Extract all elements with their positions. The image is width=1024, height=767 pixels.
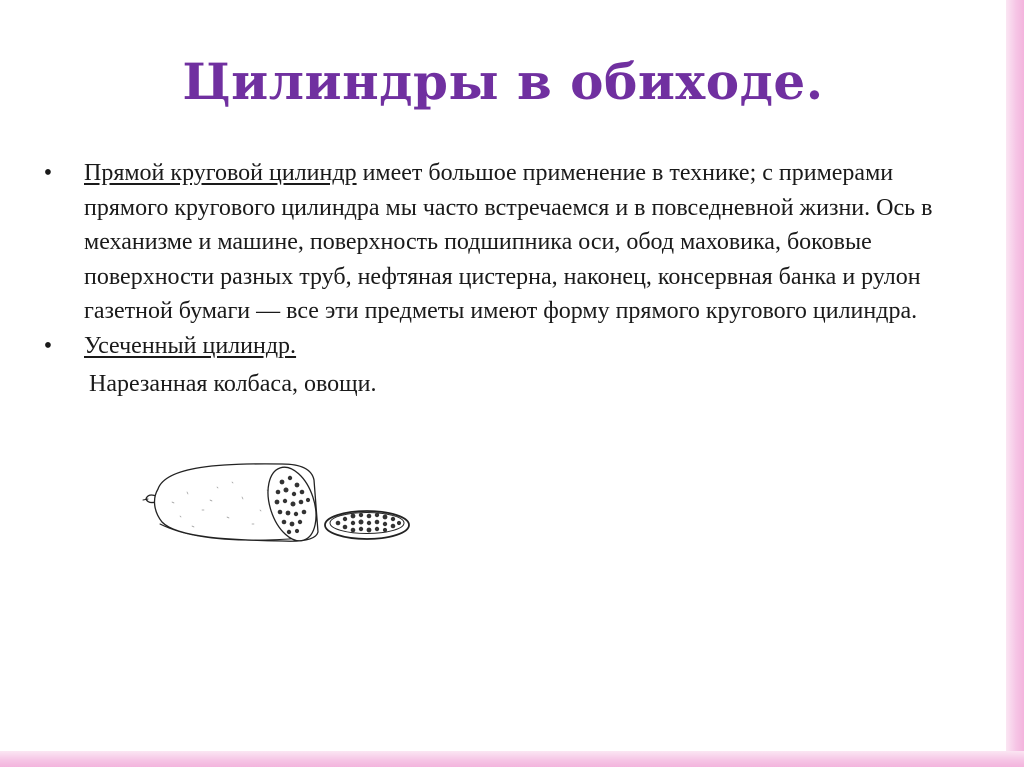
bullet-icon: • bbox=[43, 160, 53, 186]
bullet-term: Усеченный цилиндр. bbox=[84, 332, 297, 359]
slide-title: Цилиндры в обиходе. bbox=[182, 52, 824, 111]
bullet-item-truncated-cylinder bbox=[38, 329, 978, 364]
slide-body bbox=[38, 156, 978, 426]
bullet-item-straight-cylinder bbox=[38, 156, 978, 329]
bullet-subtext: Нарезанная колбаса, овощи. bbox=[89, 371, 377, 397]
sausage-slice-icon bbox=[132, 452, 422, 552]
bullet-icon: • bbox=[43, 332, 53, 359]
bullet-term: Прямой круговой цилиндр bbox=[84, 160, 357, 186]
bullet-text: имеет большое применение в технике; с примерами прямого кругового цилиндра мы часто встречаемся и в повседневной жизни. Ось в механизме и машине, поверхность подшипника оси, обод маховика, боковые поверхности разных труб, нефтяная цистерна, наконец, консервная банка и рулон газетной бумаги — все эти предметы имеют форму прямого кругового цилиндра. bbox=[84, 160, 933, 324]
